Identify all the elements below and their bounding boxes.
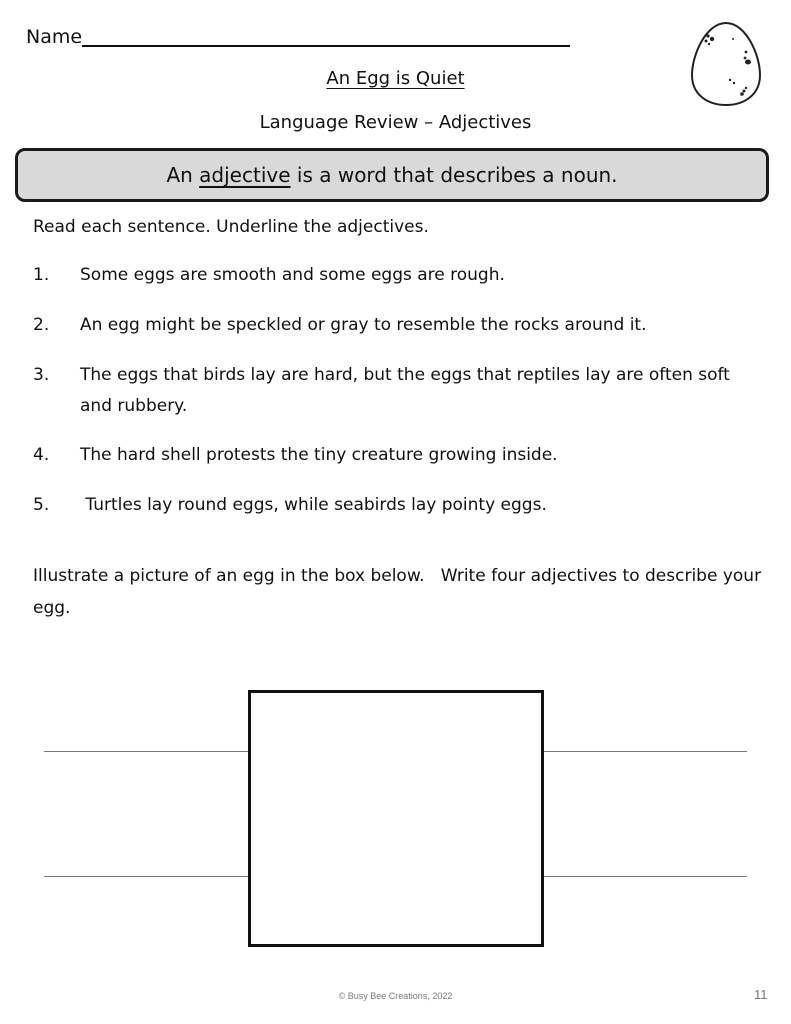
sentence-number: 4.	[33, 445, 50, 465]
title-text: An Egg is Quiet	[326, 68, 465, 89]
worksheet-subtitle: Language Review – Adjectives	[259, 112, 532, 133]
name-label: Name	[26, 26, 83, 48]
definition-box	[15, 148, 769, 202]
definition-suffix: is a word that describes a noun.	[290, 163, 618, 187]
adjective-write-line-2[interactable]	[44, 876, 248, 877]
adjective-write-line-4[interactable]	[544, 876, 747, 877]
name-write-line[interactable]	[82, 45, 570, 47]
definition-prefix: An	[166, 163, 200, 187]
adjective-write-line-3[interactable]	[544, 751, 747, 752]
sentence-number: 3.	[33, 365, 50, 385]
sentence-text[interactable]: The eggs that birds lay are hard, but the eggs that reptiles lay are often soft and rubbery.	[80, 365, 730, 416]
sentence-text[interactable]: Turtles lay round eggs, while seabirds lay pointy eggs.	[80, 495, 547, 515]
page-number: 11	[754, 987, 768, 1002]
instructions: Read each sentence. Underline the adjectives.	[33, 217, 429, 237]
sentence-number: 5.	[33, 495, 50, 515]
sentence-text[interactable]: An egg might be speckled or gray to resemble the rocks around it.	[80, 315, 647, 335]
sentence-text[interactable]: The hard shell protests the tiny creature growing inside.	[80, 445, 558, 465]
sentence-text[interactable]: Some eggs are smooth and some eggs are rough.	[80, 265, 505, 285]
worksheet-title	[0, 68, 791, 89]
illustrate-prompt: Illustrate a picture of an egg in the box below. Write four adjectives to describe your egg.	[33, 566, 767, 618]
adjective-write-line-1[interactable]	[44, 751, 248, 752]
sentence-number: 1.	[33, 265, 50, 285]
copyright-footer: © Busy Bee Creations, 2022	[338, 991, 453, 1001]
sentence-number: 2.	[33, 315, 50, 335]
definition-term: adjective	[199, 163, 291, 187]
drawing-box[interactable]	[248, 690, 544, 947]
speckled-egg-icon	[688, 20, 764, 108]
